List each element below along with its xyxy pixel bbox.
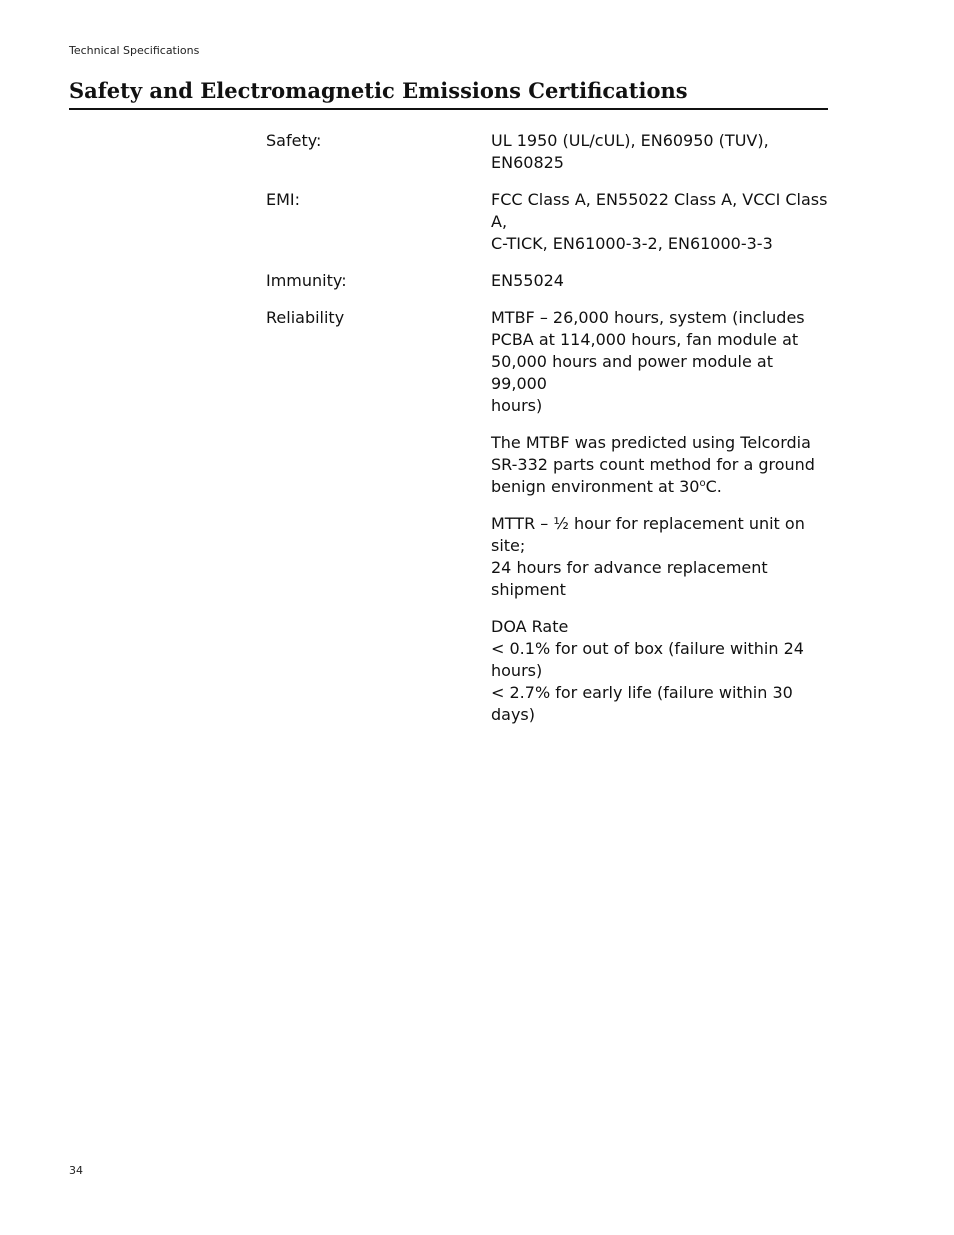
doa-line: DOA Rate bbox=[491, 617, 569, 636]
spec-label-safety: Safety: bbox=[266, 131, 322, 150]
spec-value-emi bbox=[491, 189, 831, 255]
section-title: Safety and Electromagnetic Emissions Certifications bbox=[69, 78, 688, 103]
mtbf-line: MTBF – 26,000 hours, system (includes bbox=[491, 308, 805, 327]
mtbf-line: PCBA at 114,000 hours, fan module at bbox=[491, 330, 799, 349]
running-header: Technical Specifications bbox=[69, 44, 200, 57]
spec-row-safety bbox=[266, 130, 831, 174]
spec-row-reliability bbox=[266, 307, 831, 726]
spec-row-emi bbox=[266, 189, 831, 255]
spec-label-emi: EMI: bbox=[266, 190, 301, 209]
prediction-line bbox=[491, 476, 831, 498]
spec-row-immunity bbox=[266, 270, 831, 292]
spec-value-immunity: EN55024 bbox=[491, 271, 564, 290]
spec-value-line: C-TICK, EN61000-3-2, EN61000-3-3 bbox=[491, 234, 773, 253]
degree-symbol: o bbox=[699, 478, 706, 489]
mttr-line: 24 hours for advance replacement bbox=[491, 558, 768, 577]
spec-value-reliability bbox=[491, 307, 831, 726]
mttr-paragraph bbox=[491, 513, 831, 601]
mttr-line: MTTR – ½ hour for replacement unit on site; bbox=[491, 514, 805, 555]
prediction-end: C. bbox=[705, 477, 722, 496]
spec-value-safety: UL 1950 (UL/cUL), EN60950 (TUV), EN60825 bbox=[491, 131, 769, 172]
mtbf-line: 50,000 hours and power module at 99,000 bbox=[491, 352, 773, 393]
mtbf-line: hours) bbox=[491, 396, 543, 415]
spec-label-reliability: Reliability bbox=[266, 308, 345, 327]
prediction-line: SR-332 parts count method for a ground bbox=[491, 455, 815, 474]
title-rule bbox=[69, 108, 828, 110]
prediction-text: benign environment at 30 bbox=[491, 477, 700, 496]
spec-value-line: FCC Class A, EN55022 Class A, VCCI Class A, bbox=[491, 190, 828, 231]
page-number: 34 bbox=[69, 1164, 83, 1177]
mtbf-paragraph bbox=[491, 307, 831, 417]
doa-rate-paragraph bbox=[491, 616, 831, 726]
prediction-line: The MTBF was predicted using Telcordia bbox=[491, 433, 811, 452]
mtbf-prediction-paragraph bbox=[491, 432, 831, 498]
doa-line: hours) bbox=[491, 661, 543, 680]
doa-line: < 2.7% for early life (failure within 30 days) bbox=[491, 683, 793, 724]
mttr-line: shipment bbox=[491, 580, 566, 599]
spec-label-immunity: Immunity: bbox=[266, 271, 347, 290]
doa-line: < 0.1% for out of box (failure within 24 bbox=[491, 639, 804, 658]
spec-table bbox=[266, 130, 831, 741]
